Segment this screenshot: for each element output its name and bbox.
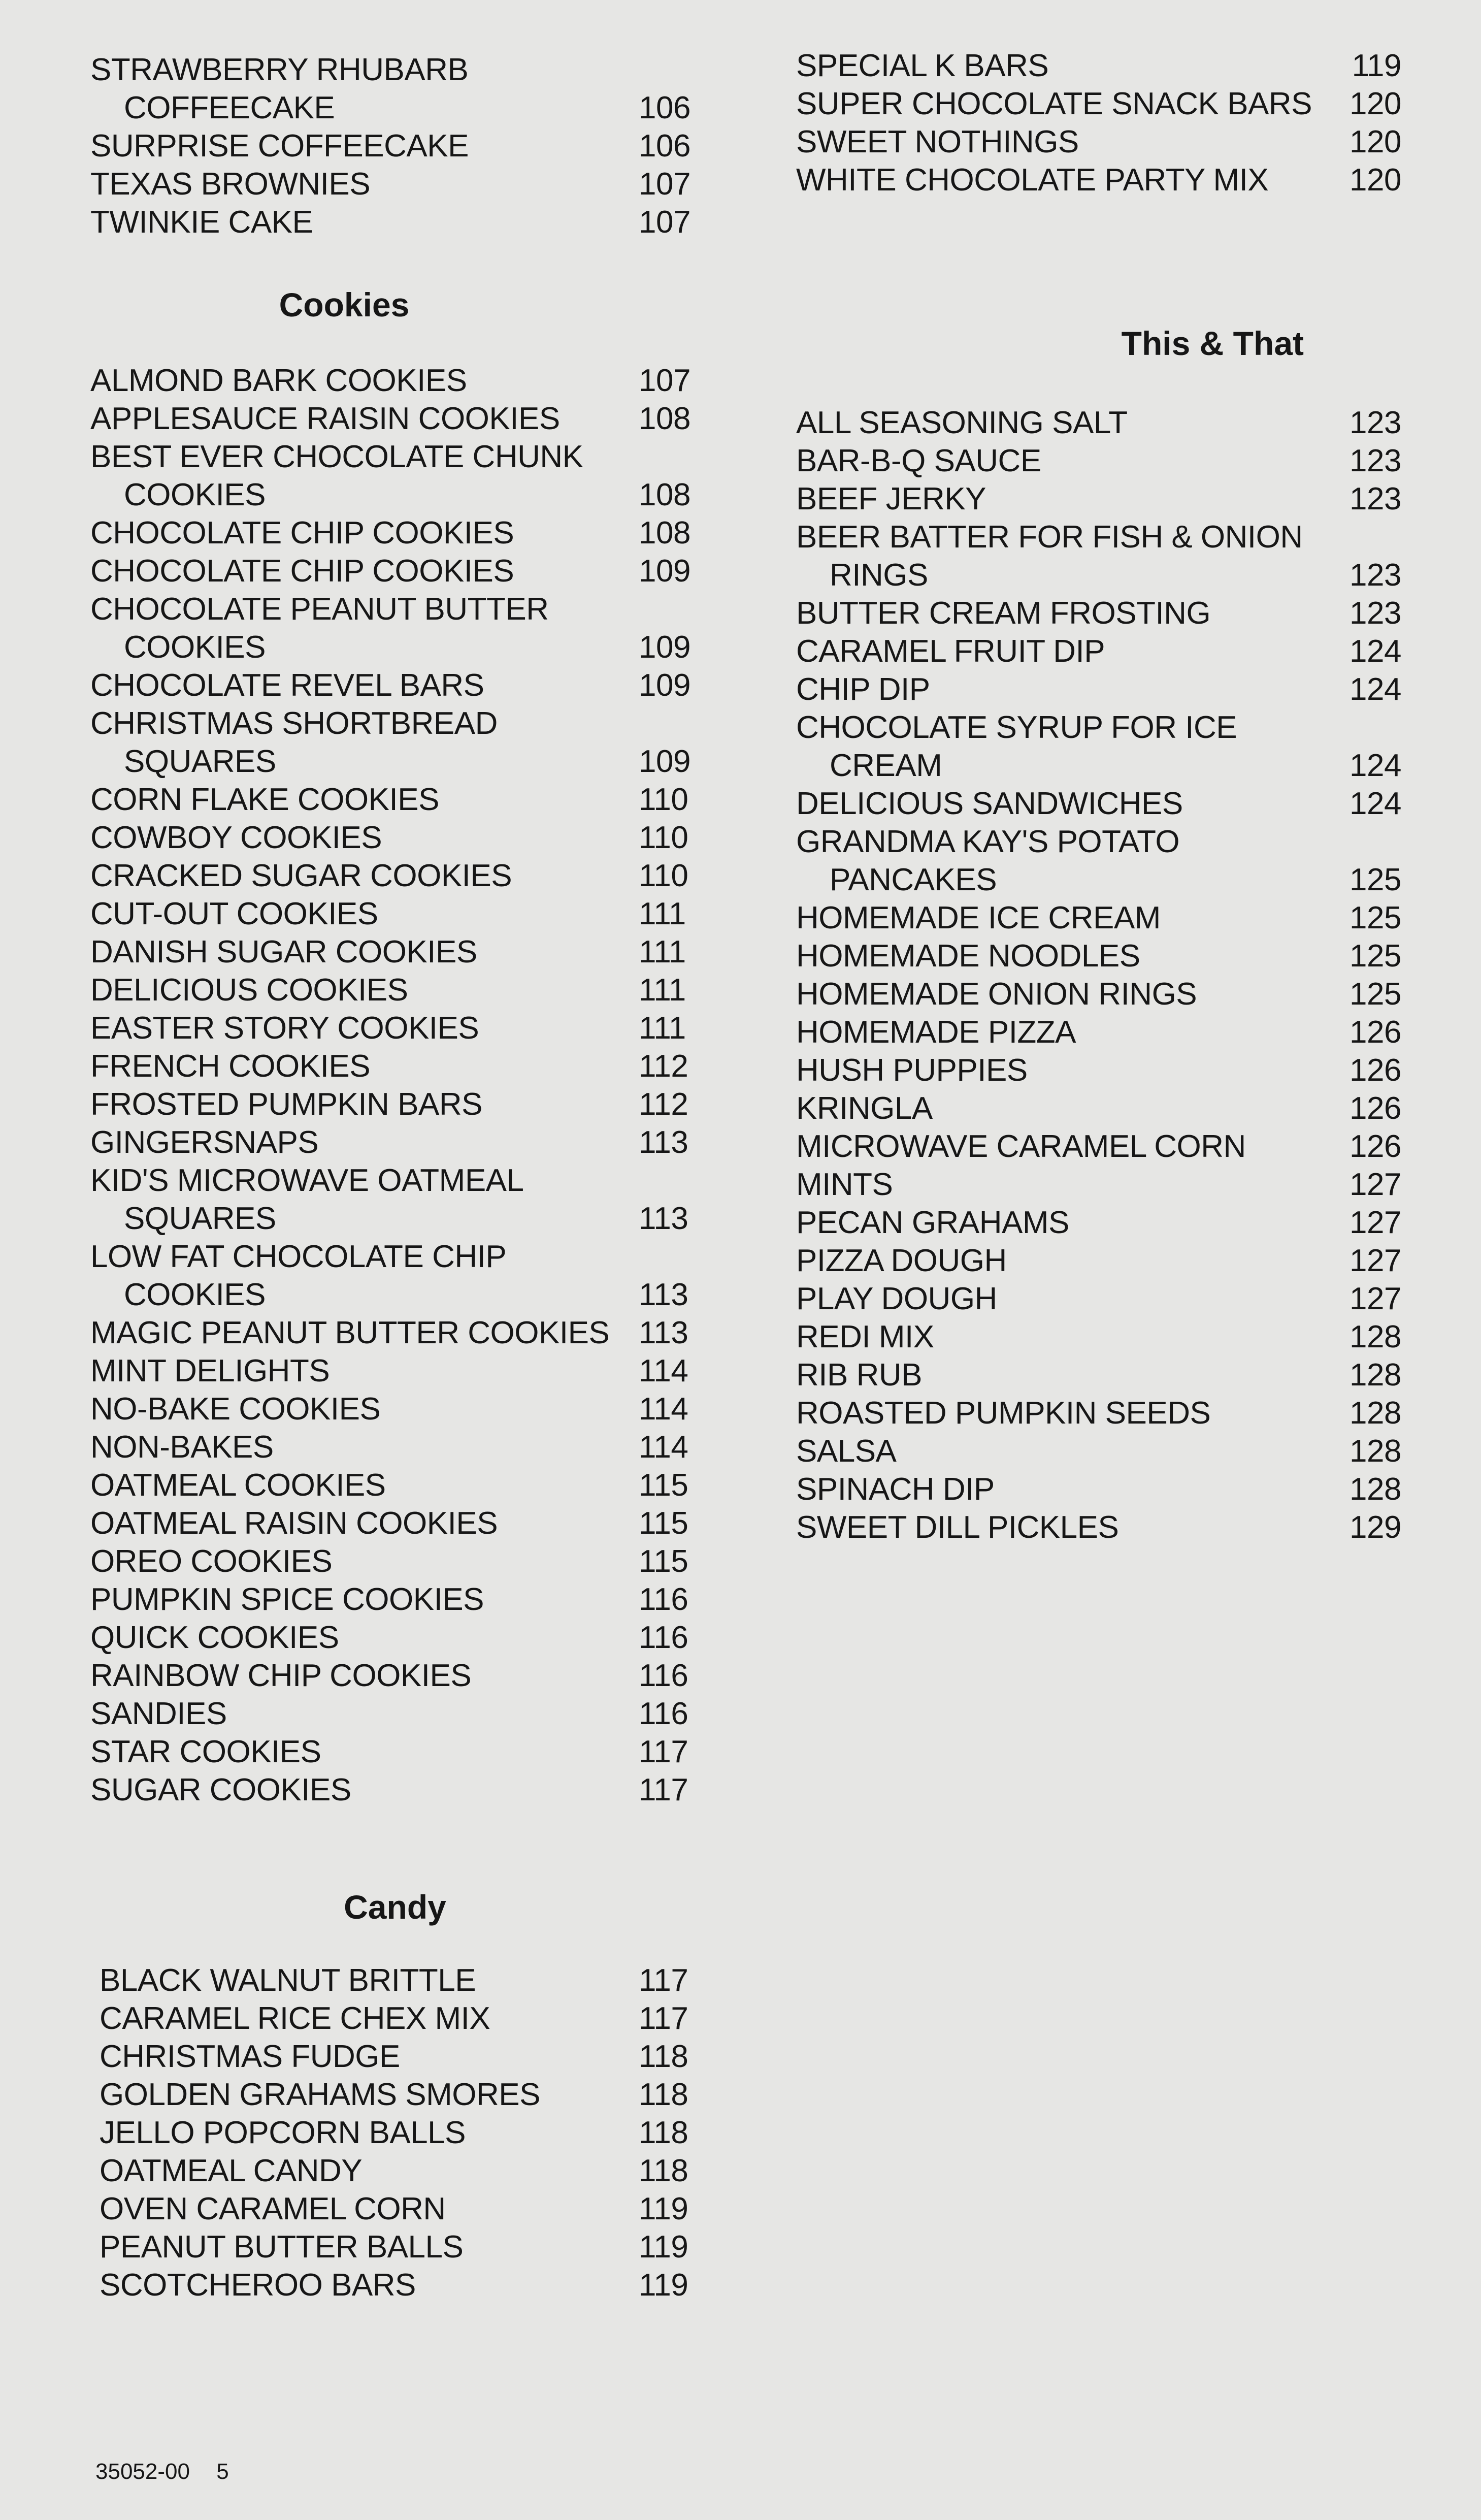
index-entry bbox=[90, 1009, 700, 1047]
entry-name: DELICIOUS COOKIES bbox=[90, 973, 408, 1008]
entry-name: CHRISTMAS SHORTBREAD SQUARES bbox=[90, 706, 498, 779]
entry-page: 109 bbox=[639, 554, 690, 589]
entry-page: 120 bbox=[1350, 163, 1401, 198]
entry-page: 107 bbox=[639, 167, 690, 202]
entry-name: PLAY DOUGH bbox=[796, 1281, 997, 1316]
entry-name: APPLESAUCE RAISIN COOKIES bbox=[90, 401, 560, 436]
entry-name: HOMEMADE ICE CREAM bbox=[796, 900, 1161, 935]
index-entry bbox=[796, 404, 1401, 442]
entry-page: 117 bbox=[639, 1963, 688, 1998]
index-entry bbox=[796, 1242, 1401, 1280]
entry-page: 124 bbox=[1350, 634, 1401, 669]
entry-name: CRACKED SUGAR COOKIES bbox=[90, 858, 512, 893]
entry-page: 118 bbox=[639, 2077, 688, 2112]
entry-name: FROSTED PUMPKIN BARS bbox=[90, 1087, 482, 1122]
index-entry bbox=[796, 937, 1401, 975]
entry-name: ROASTED PUMPKIN SEEDS bbox=[796, 1396, 1211, 1431]
entry-name: ALMOND BARK COOKIES bbox=[90, 363, 467, 398]
candy-list bbox=[100, 1961, 700, 2304]
entry-page: 128 bbox=[1350, 1434, 1401, 1469]
entry-page: 128 bbox=[1350, 1396, 1401, 1431]
index-entry bbox=[90, 165, 700, 203]
index-entry bbox=[100, 2228, 700, 2266]
entry-page: 116 bbox=[639, 1696, 688, 1731]
entry-name: REDI MIX bbox=[796, 1319, 934, 1354]
entry-name: SWEET NOTHINGS bbox=[796, 124, 1079, 159]
entry-page: 120 bbox=[1350, 124, 1401, 159]
entry-name: CHOCOLATE PEANUT BUTTER COOKIES bbox=[90, 592, 549, 665]
entry-name: FRENCH COOKIES bbox=[90, 1049, 371, 1084]
entry-name: SWEET DILL PICKLES bbox=[796, 1510, 1119, 1545]
entry-name: BUTTER CREAM FROSTING bbox=[796, 596, 1211, 631]
entry-page: 108 bbox=[639, 515, 690, 551]
index-entry bbox=[796, 442, 1401, 480]
entry-name: CUT-OUT COOKIES bbox=[90, 896, 378, 931]
index-entry bbox=[796, 1318, 1401, 1356]
entry-page: 107 bbox=[639, 363, 690, 398]
entry-name: HOMEMADE ONION RINGS bbox=[796, 977, 1197, 1012]
index-entry bbox=[796, 1432, 1401, 1470]
index-entry bbox=[90, 1314, 700, 1352]
index-entry bbox=[90, 400, 700, 438]
entry-name: BEEF JERKY bbox=[796, 481, 986, 516]
entry-name: OREO COOKIES bbox=[90, 1544, 333, 1579]
index-entry bbox=[90, 1504, 700, 1542]
entry-name: MINT DELIGHTS bbox=[90, 1353, 330, 1388]
entry-name: WHITE CHOCOLATE PARTY MIX bbox=[796, 163, 1269, 198]
index-entry bbox=[796, 823, 1401, 899]
index-entry bbox=[90, 1580, 700, 1619]
entry-name: SALSA bbox=[796, 1434, 897, 1469]
entry-name: OVEN CARAMEL CORN bbox=[100, 2191, 446, 2226]
index-entry bbox=[100, 1961, 700, 1999]
index-entry bbox=[90, 127, 700, 165]
entry-page: 128 bbox=[1350, 1472, 1401, 1507]
entry-name: CORN FLAKE COOKIES bbox=[90, 782, 439, 817]
entry-name: CHRISTMAS FUDGE bbox=[100, 2039, 400, 2074]
entry-page: 126 bbox=[1350, 1015, 1401, 1050]
entry-page: 128 bbox=[1350, 1319, 1401, 1354]
index-entry bbox=[796, 1508, 1401, 1546]
entry-page: 114 bbox=[639, 1392, 688, 1427]
entry-page: 117 bbox=[639, 2001, 688, 2036]
index-entry bbox=[796, 1356, 1401, 1394]
index-entry bbox=[90, 819, 700, 857]
index-entry bbox=[100, 2114, 700, 2152]
entry-page: 127 bbox=[1350, 1243, 1401, 1278]
entry-name: CHOCOLATE CHIP COOKIES bbox=[90, 554, 514, 589]
index-entry bbox=[90, 1771, 700, 1809]
entry-page: 111 bbox=[639, 973, 686, 1008]
entry-name: GRANDMA KAY'S POTATO PANCAKES bbox=[796, 824, 1180, 897]
entry-name: LOW FAT CHOCOLATE CHIP COOKIES bbox=[90, 1239, 506, 1312]
entry-page: 123 bbox=[1350, 405, 1401, 440]
entry-page: 126 bbox=[1350, 1129, 1401, 1164]
index-entry bbox=[90, 1047, 700, 1085]
index-entry bbox=[796, 123, 1401, 161]
index-entry bbox=[796, 1280, 1401, 1318]
entry-name: OATMEAL CANDY bbox=[100, 2153, 363, 2188]
index-entry bbox=[90, 1123, 700, 1161]
index-entry bbox=[90, 781, 700, 819]
entry-name: OATMEAL COOKIES bbox=[90, 1468, 386, 1503]
entry-page: 120 bbox=[1350, 86, 1401, 121]
entry-name: NON-BAKES bbox=[90, 1430, 274, 1465]
entry-page: 126 bbox=[1350, 1053, 1401, 1088]
index-entry bbox=[796, 1166, 1401, 1204]
index-entry bbox=[90, 1542, 700, 1580]
index-entry bbox=[90, 514, 700, 552]
entry-page: 118 bbox=[639, 2153, 688, 2188]
entry-page: 119 bbox=[1352, 48, 1401, 83]
entry-name: PEANUT BUTTER BALLS bbox=[100, 2230, 464, 2265]
entry-page: 115 bbox=[639, 1468, 688, 1503]
index-entry bbox=[90, 1466, 700, 1504]
index-entry bbox=[90, 1390, 700, 1428]
entry-page: 118 bbox=[639, 2039, 688, 2074]
entry-page: 113 bbox=[639, 1315, 688, 1350]
entry-name: SPINACH DIP bbox=[796, 1472, 995, 1507]
entry-name: JELLO POPCORN BALLS bbox=[100, 2115, 466, 2150]
entry-page: 111 bbox=[639, 934, 686, 970]
entry-name: TEXAS BROWNIES bbox=[90, 167, 371, 202]
entry-page: 113 bbox=[639, 1201, 688, 1236]
entry-name: OATMEAL RAISIN COOKIES bbox=[90, 1506, 498, 1541]
entry-page: 115 bbox=[639, 1544, 688, 1579]
entry-name: KRINGLA bbox=[796, 1091, 933, 1126]
entry-page: 106 bbox=[639, 128, 690, 164]
index-entry bbox=[90, 590, 700, 666]
index-entry bbox=[796, 594, 1401, 632]
index-entry bbox=[100, 2266, 700, 2304]
entry-page: 114 bbox=[639, 1353, 688, 1388]
index-entry bbox=[796, 1394, 1401, 1432]
entry-page: 127 bbox=[1350, 1281, 1401, 1316]
entry-name: GOLDEN GRAHAMS SMORES bbox=[100, 2077, 540, 2112]
entry-name: TWINKIE CAKE bbox=[90, 205, 313, 240]
index-entry bbox=[796, 785, 1401, 823]
entry-name: DELICIOUS SANDWICHES bbox=[796, 786, 1183, 821]
entry-page: 110 bbox=[639, 782, 688, 817]
entry-name: SPECIAL K BARS bbox=[796, 48, 1049, 83]
entry-page: 109 bbox=[639, 630, 690, 665]
entry-name: SCOTCHEROO BARS bbox=[100, 2268, 416, 2303]
entry-name: BEST EVER CHOCOLATE CHUNK COOKIES bbox=[90, 439, 583, 512]
index-entry bbox=[90, 1733, 700, 1771]
entry-name: PIZZA DOUGH bbox=[796, 1243, 1007, 1278]
entry-name: CARAMEL FRUIT DIP bbox=[796, 634, 1105, 669]
entry-name: BEER BATTER FOR FISH & ONION RINGS bbox=[796, 520, 1303, 593]
entry-page: 113 bbox=[639, 1125, 688, 1160]
entry-page: 107 bbox=[639, 205, 690, 240]
entry-name: NO-BAKE COOKIES bbox=[90, 1392, 381, 1427]
entry-page: 123 bbox=[1350, 443, 1401, 478]
index-entry bbox=[90, 704, 700, 781]
index-entry bbox=[90, 666, 700, 704]
index-entry bbox=[796, 1089, 1401, 1127]
entry-page: 106 bbox=[639, 90, 690, 125]
index-entry bbox=[90, 1428, 700, 1466]
index-entry bbox=[100, 2076, 700, 2114]
entry-name: BLACK WALNUT BRITTLE bbox=[100, 1963, 476, 1998]
entry-name: SANDIES bbox=[90, 1696, 227, 1731]
entry-page: 113 bbox=[639, 1277, 688, 1312]
entry-name: PECAN GRAHAMS bbox=[796, 1205, 1069, 1240]
index-entry bbox=[90, 51, 700, 127]
entry-name: CHIP DIP bbox=[796, 672, 930, 707]
index-entry bbox=[90, 895, 700, 933]
entry-name: KID'S MICROWAVE OATMEAL SQUARES bbox=[90, 1163, 523, 1236]
index-entry bbox=[90, 362, 700, 400]
entry-page: 109 bbox=[639, 744, 690, 779]
index-entry bbox=[100, 2038, 700, 2076]
entry-page: 110 bbox=[639, 820, 688, 855]
index-entry bbox=[90, 1352, 700, 1390]
entry-page: 123 bbox=[1350, 596, 1401, 631]
entry-name: HUSH PUPPIES bbox=[796, 1053, 1028, 1088]
index-entry bbox=[796, 1127, 1401, 1166]
index-entry bbox=[796, 47, 1401, 85]
entry-name: STAR COOKIES bbox=[90, 1734, 321, 1769]
entry-page: 109 bbox=[639, 668, 690, 703]
entry-name: HOMEMADE PIZZA bbox=[796, 1015, 1076, 1050]
page-footer bbox=[95, 2459, 249, 2484]
entry-name: QUICK COOKIES bbox=[90, 1620, 339, 1655]
index-entry bbox=[796, 632, 1401, 670]
entry-name: SUGAR COOKIES bbox=[90, 1772, 351, 1807]
entry-name: CHOCOLATE CHIP COOKIES bbox=[90, 515, 514, 551]
entry-name: CHOCOLATE SYRUP FOR ICE CREAM bbox=[796, 710, 1237, 783]
entry-page: 123 bbox=[1350, 481, 1401, 516]
entry-name: RIB RUB bbox=[796, 1358, 922, 1393]
entry-page: 115 bbox=[639, 1506, 688, 1541]
entry-page: 108 bbox=[639, 477, 690, 512]
index-entry bbox=[90, 971, 700, 1009]
right-top-entries bbox=[796, 47, 1401, 199]
index-entry bbox=[796, 1470, 1401, 1508]
entry-name: MAGIC PEANUT BUTTER COOKIES bbox=[90, 1315, 610, 1350]
entry-page: 125 bbox=[1350, 939, 1401, 974]
entry-page: 108 bbox=[639, 401, 690, 436]
index-entry bbox=[90, 438, 700, 514]
entry-page: 112 bbox=[639, 1049, 688, 1084]
entry-page: 119 bbox=[639, 2268, 688, 2303]
index-entry bbox=[796, 480, 1401, 518]
entry-page: 128 bbox=[1350, 1358, 1401, 1393]
entry-page: 111 bbox=[639, 1011, 686, 1046]
cookies-list bbox=[90, 362, 700, 1809]
entry-page: 117 bbox=[639, 1772, 688, 1807]
index-entry bbox=[90, 857, 700, 895]
index-entry bbox=[796, 975, 1401, 1013]
index-entry bbox=[796, 1204, 1401, 1242]
left-top-entries bbox=[90, 51, 700, 241]
entry-page: 125 bbox=[1350, 900, 1401, 935]
entry-name: SUPER CHOCOLATE SNACK BARS bbox=[796, 86, 1312, 121]
entry-page: 124 bbox=[1350, 672, 1401, 707]
entry-page: 125 bbox=[1350, 977, 1401, 1012]
index-entry bbox=[90, 1695, 700, 1733]
index-entry bbox=[90, 1161, 700, 1238]
entry-page: 116 bbox=[639, 1658, 688, 1693]
entry-page: 112 bbox=[639, 1087, 688, 1122]
cookies-heading: Cookies bbox=[279, 286, 410, 324]
index-entry bbox=[90, 1619, 700, 1657]
footer-code: 35052-00 bbox=[95, 2459, 190, 2484]
index-entry bbox=[90, 552, 700, 590]
entry-page: 127 bbox=[1350, 1205, 1401, 1240]
entry-name: CARAMEL RICE CHEX MIX bbox=[100, 2001, 490, 2036]
entry-page: 116 bbox=[639, 1582, 688, 1617]
this-that-heading: This & That bbox=[1121, 325, 1304, 362]
index-entry bbox=[90, 203, 700, 241]
entry-page: 127 bbox=[1350, 1167, 1401, 1202]
entry-name: COWBOY COOKIES bbox=[90, 820, 382, 855]
entry-page: 119 bbox=[639, 2230, 688, 2265]
entry-name: EASTER STORY COOKIES bbox=[90, 1011, 479, 1046]
index-entry bbox=[796, 161, 1401, 199]
entry-page: 124 bbox=[1350, 786, 1401, 821]
entry-page: 119 bbox=[639, 2191, 688, 2226]
entry-name: RAINBOW CHIP COOKIES bbox=[90, 1658, 472, 1693]
entry-name: HOMEMADE NOODLES bbox=[796, 939, 1140, 974]
entry-name: DANISH SUGAR COOKIES bbox=[90, 934, 477, 970]
index-entry bbox=[796, 85, 1401, 123]
index-entry bbox=[796, 518, 1401, 594]
entry-page: 126 bbox=[1350, 1091, 1401, 1126]
entry-name: MICROWAVE CARAMEL CORN bbox=[796, 1129, 1246, 1164]
index-entry bbox=[90, 1085, 700, 1123]
entry-name: ALL SEASONING SALT bbox=[796, 405, 1128, 440]
this-that-list bbox=[796, 404, 1401, 1546]
index-entry bbox=[90, 1657, 700, 1695]
index-entry bbox=[100, 1999, 700, 2038]
entry-page: 123 bbox=[1350, 558, 1401, 593]
index-entry bbox=[796, 1051, 1401, 1089]
entry-name: BAR-B-Q SAUCE bbox=[796, 443, 1041, 478]
index-entry bbox=[90, 1238, 700, 1314]
entry-name: SURPRISE COFFEECAKE bbox=[90, 128, 469, 164]
entry-page: 111 bbox=[639, 896, 686, 931]
index-entry bbox=[796, 708, 1401, 785]
entry-page: 114 bbox=[639, 1430, 688, 1465]
index-entry bbox=[796, 670, 1401, 708]
entry-page: 116 bbox=[639, 1620, 688, 1655]
index-entry bbox=[796, 1013, 1401, 1051]
entry-page: 125 bbox=[1350, 862, 1401, 897]
entry-name: STRAWBERRY RHUBARB COFFEECAKE bbox=[90, 52, 469, 125]
index-entry bbox=[90, 933, 700, 971]
entry-page: 118 bbox=[639, 2115, 688, 2150]
index-entry bbox=[100, 2152, 700, 2190]
entry-page: 110 bbox=[639, 858, 688, 893]
candy-heading: Candy bbox=[344, 1888, 446, 1926]
index-entry bbox=[100, 2190, 700, 2228]
entry-name: MINTS bbox=[796, 1167, 893, 1202]
index-entry bbox=[796, 899, 1401, 937]
footer-page-number: 5 bbox=[216, 2459, 229, 2484]
entry-name: PUMPKIN SPICE COOKIES bbox=[90, 1582, 484, 1617]
entry-name: CHOCOLATE REVEL BARS bbox=[90, 668, 484, 703]
entry-page: 117 bbox=[639, 1734, 688, 1769]
entry-page: 124 bbox=[1350, 748, 1401, 783]
entry-name: GINGERSNAPS bbox=[90, 1125, 319, 1160]
entry-page: 129 bbox=[1350, 1510, 1401, 1545]
